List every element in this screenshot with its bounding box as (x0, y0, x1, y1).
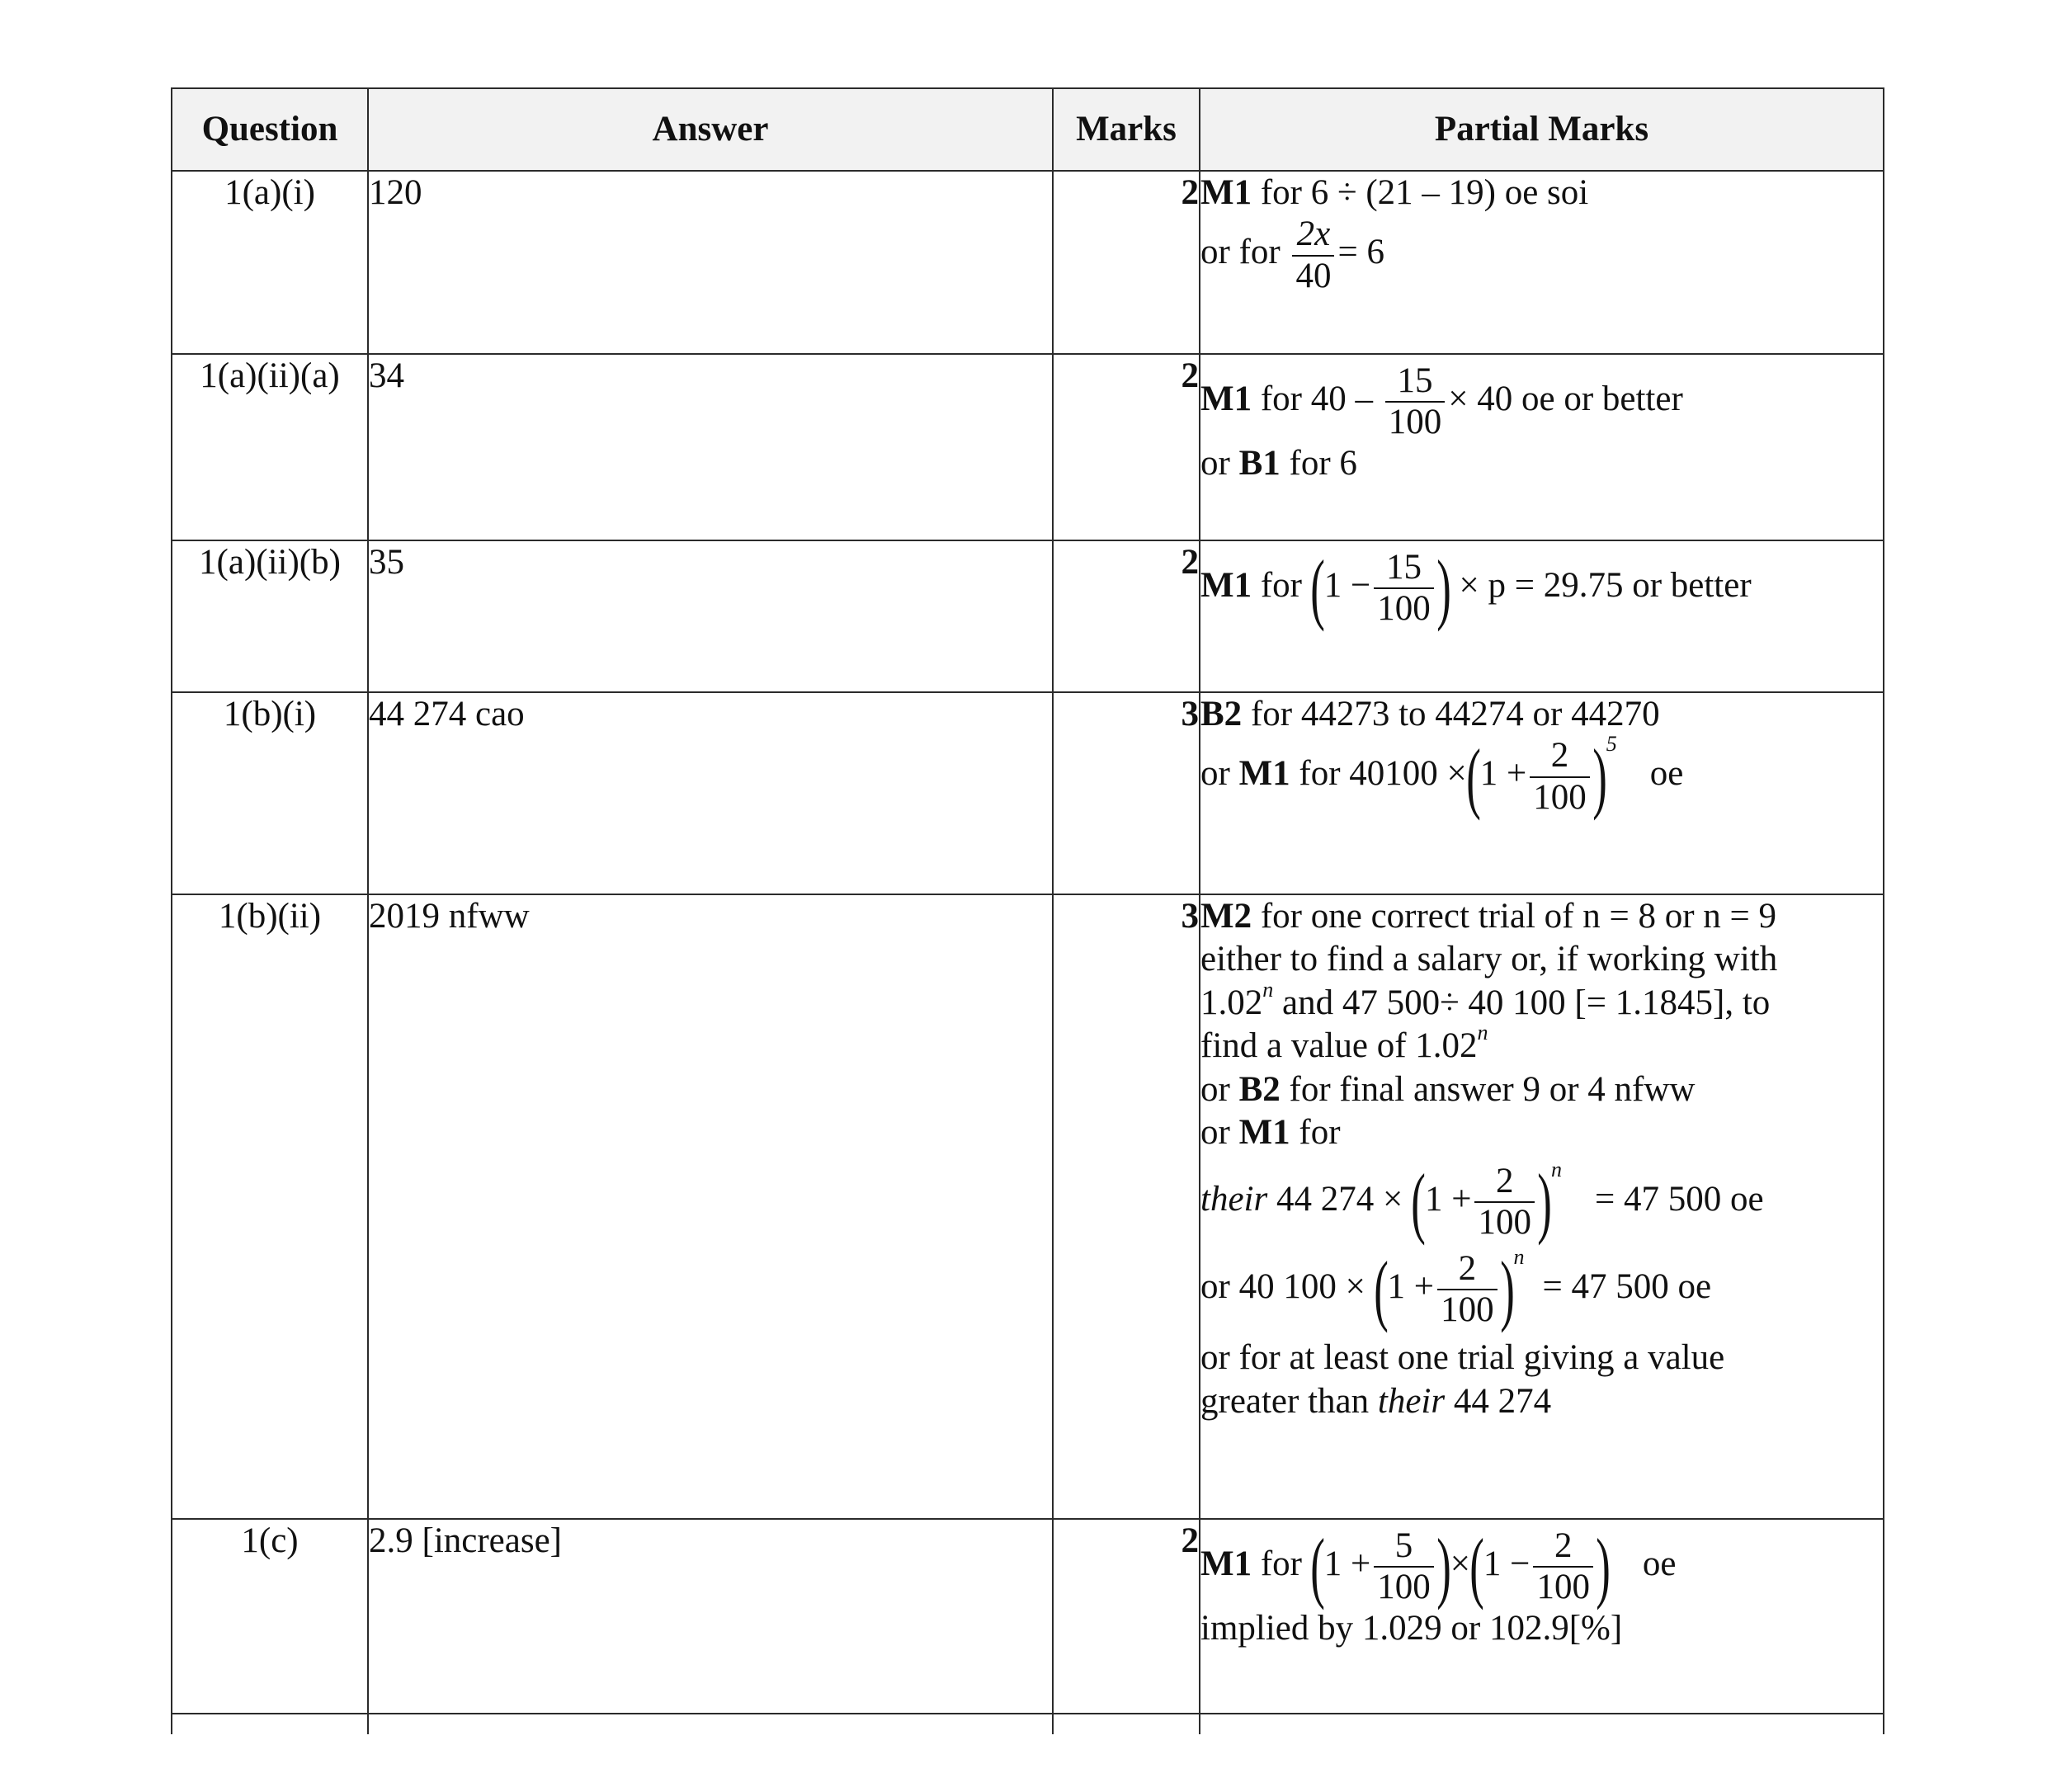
fraction (1437, 1249, 1498, 1330)
partial-line (1200, 1155, 1883, 1246)
right-paren: ) (1436, 1522, 1451, 1611)
partial-marks-cell (1200, 171, 1884, 354)
fraction (1533, 1526, 1593, 1607)
right-paren: ) (1436, 544, 1451, 633)
left-paren: ( (1309, 544, 1325, 633)
mark-code: B2 (1200, 695, 1243, 733)
partial-line (1200, 1243, 1883, 1334)
partial-text: 1 − (1483, 1544, 1531, 1584)
mark-code: M2 (1200, 897, 1252, 936)
partial-line (1200, 442, 1883, 485)
partial-text: oe (1642, 1544, 1677, 1584)
partial-text: find a value of 1.02 (1200, 1026, 1478, 1066)
partial-marks-cell (1200, 894, 1884, 1519)
denominator: 100 (1441, 1290, 1494, 1330)
partial-text: for 40100 × (1299, 754, 1467, 794)
exponent: n (1262, 977, 1274, 1002)
question-cell: 1(a)(i) (172, 171, 368, 354)
fraction (1374, 1526, 1434, 1607)
exponent: n (1477, 1021, 1488, 1045)
partial-text: for one correct trial of n = 8 or n = 9 (1260, 897, 1777, 936)
partial-text: = 47 500 oe (1542, 1267, 1712, 1307)
partial-line (1200, 355, 1883, 442)
mark-code: B2 (1238, 1069, 1281, 1109)
header-row (172, 88, 1884, 171)
answer-cell: 35 (368, 540, 1053, 692)
denominator: 100 (1388, 403, 1442, 442)
numerator: 5 (1374, 1526, 1434, 1568)
marks-cell: 3 (1053, 692, 1200, 894)
denominator: 100 (1377, 1568, 1431, 1607)
partial-text: for 6 (1289, 444, 1357, 483)
marks-cell (1053, 1714, 1200, 1734)
partial-line (1200, 1380, 1883, 1423)
table-row (172, 692, 1884, 894)
partial-line: or for at least one trial giving a value (1200, 1338, 1725, 1378)
question-cell: 1(b)(ii) (172, 894, 368, 1519)
question-cell: 1(a)(ii)(a) (172, 354, 368, 540)
numerator: 2x (1292, 215, 1334, 256)
partial-text: 44 274 (1453, 1381, 1552, 1421)
partial-line: implied by 1.029 or 102.9[%] (1200, 1609, 1623, 1648)
partial-line (1200, 977, 1883, 1025)
denominator: 40 (1295, 256, 1332, 295)
partial-text: 1.02 (1200, 983, 1263, 1022)
exponent: 5 (1606, 732, 1617, 757)
question-cell: 1(c) (172, 1519, 368, 1714)
header-partial-marks: Partial Marks (1200, 88, 1884, 171)
table-row (172, 540, 1884, 692)
partial-line: either to find a salary or, if working with (1200, 940, 1778, 979)
partial-text: × 40 oe or better (1448, 380, 1683, 419)
table-row (172, 171, 1884, 354)
answer-cell: 120 (368, 171, 1053, 354)
numerator: 15 (1385, 361, 1446, 403)
partial-text: their (1377, 1381, 1446, 1421)
partial-marks-cell (1200, 692, 1884, 894)
question-cell: 1(b)(i) (172, 692, 368, 894)
partial-line (1200, 732, 1883, 821)
partial-text: 44 274 × (1276, 1179, 1403, 1219)
partial-text: or (1200, 1113, 1230, 1153)
left-paren: ( (1466, 732, 1481, 821)
partial-text: × (1450, 1544, 1470, 1584)
partial-line (1200, 541, 1883, 633)
answer-cell (368, 1714, 1053, 1734)
partial-text: or (1200, 754, 1230, 794)
partial-text: 1 + (1479, 754, 1527, 794)
marks-cell: 2 (1053, 171, 1200, 354)
partial-text: = 6 (1337, 233, 1384, 272)
table-row (172, 894, 1884, 1519)
partial-line (1200, 215, 1883, 295)
partial-text: for (1299, 1113, 1341, 1153)
partial-text: for (1260, 1544, 1302, 1584)
mark-code: M1 (1200, 566, 1252, 606)
left-paren: ( (1373, 1245, 1389, 1334)
mark-code: M1 (1200, 380, 1252, 419)
partial-text: for 44273 to 44274 or 44270 (1250, 695, 1660, 733)
partial-marks-cell (1200, 540, 1884, 692)
mark-scheme-page (171, 87, 1883, 1738)
partial-text: greater than (1200, 1381, 1370, 1421)
partial-text: 1 + (1424, 1179, 1472, 1219)
partial-text: or (1200, 444, 1230, 483)
answer-cell: 34 (368, 354, 1053, 540)
mark-code: M1 (1200, 1544, 1252, 1584)
fraction (1292, 215, 1334, 295)
mark-code: M1 (1200, 173, 1252, 212)
denominator: 100 (1533, 777, 1587, 817)
partial-marks-cell (1200, 1714, 1884, 1734)
partial-text: for 40 – (1260, 380, 1373, 419)
fraction (1374, 548, 1434, 629)
partial-text: or 40 100 × (1200, 1267, 1365, 1307)
marks-cell: 2 (1053, 354, 1200, 540)
partial-line (1200, 895, 1883, 938)
denominator: 100 (1377, 589, 1431, 629)
partial-line (1200, 1111, 1883, 1154)
partial-line (1200, 693, 1883, 736)
partial-text: 1 + (1387, 1267, 1435, 1307)
partial-line (1200, 1520, 1883, 1611)
partial-text: 1 + (1323, 1544, 1371, 1584)
partial-marks-cell (1200, 1519, 1884, 1714)
right-paren: ) (1596, 1522, 1611, 1611)
denominator: 100 (1536, 1568, 1590, 1607)
exponent: n (1550, 1157, 1562, 1181)
partial-text: for final answer 9 or 4 nfww (1289, 1069, 1696, 1109)
partial-text: = 47 500 oe (1594, 1179, 1764, 1219)
partial-line (1200, 1068, 1883, 1111)
mark-code: B1 (1238, 444, 1281, 483)
partial-text: for 6 ÷ (21 – 19) oe soi (1260, 173, 1589, 212)
mark-code: M1 (1238, 1113, 1290, 1153)
mark-scheme-table (171, 87, 1884, 1734)
answer-cell: 2019 nfww (368, 894, 1053, 1519)
partial-text: oe (1649, 754, 1684, 794)
exponent: n (1513, 1245, 1525, 1270)
question-cell (172, 1714, 368, 1734)
table-row (172, 1519, 1884, 1714)
partial-text: × p = 29.75 or better (1459, 566, 1752, 606)
partial-line (1200, 1021, 1883, 1068)
numerator: 15 (1374, 548, 1434, 589)
fraction (1474, 1162, 1535, 1243)
right-paren: ) (1592, 732, 1607, 821)
denominator: 100 (1478, 1202, 1531, 1242)
marks-cell: 3 (1053, 894, 1200, 1519)
partial-text: or (1200, 1069, 1230, 1109)
partial-text: or for (1200, 233, 1281, 272)
answer-cell: 44 274 cao (368, 692, 1053, 894)
table-row (172, 354, 1884, 540)
fraction (1385, 361, 1446, 442)
partial-text: 1 − (1323, 566, 1371, 606)
header-question: Question (172, 88, 368, 171)
header-answer: Answer (368, 88, 1053, 171)
left-paren: ( (1469, 1522, 1484, 1611)
partial-marks-cell (1200, 354, 1884, 540)
right-paren: ) (1499, 1245, 1515, 1334)
partial-text: their (1200, 1179, 1268, 1219)
partial-text: and 47 500÷ 40 100 [= 1.1845], to (1273, 983, 1771, 1022)
marks-cell: 2 (1053, 1519, 1200, 1714)
fraction (1530, 736, 1590, 817)
mark-code: M1 (1238, 754, 1290, 794)
answer-cell: 2.9 [increase] (368, 1519, 1053, 1714)
question-cell: 1(a)(ii)(b) (172, 540, 368, 692)
numerator: 2 (1530, 736, 1590, 777)
left-paren: ( (1411, 1157, 1426, 1246)
partial-line (1200, 172, 1883, 215)
numerator: 2 (1474, 1162, 1535, 1203)
table-row-continuation (172, 1714, 1884, 1734)
partial-text: for (1260, 566, 1302, 606)
header-marks: Marks (1053, 88, 1200, 171)
right-paren: ) (1537, 1157, 1552, 1246)
numerator: 2 (1533, 1526, 1593, 1568)
marks-cell: 2 (1053, 540, 1200, 692)
left-paren: ( (1309, 1522, 1325, 1611)
numerator: 2 (1437, 1249, 1498, 1290)
